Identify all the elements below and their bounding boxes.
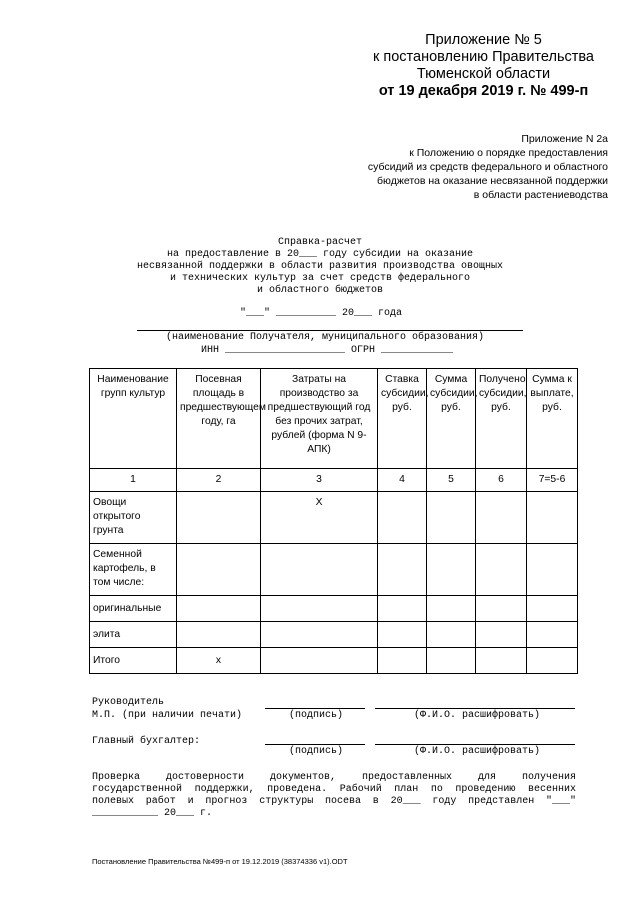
title-line3: несвязанной поддержки в области развития производства овощных	[136, 261, 504, 272]
appendix-header	[373, 32, 594, 100]
accountant-label: Главный бухгалтер:	[92, 736, 201, 747]
row-cell	[378, 492, 427, 544]
head-sign-caption: (подпись)	[289, 710, 344, 721]
document-title	[120, 237, 520, 297]
row-cell	[527, 492, 578, 544]
head-name-caption: (Ф.И.О. расшифровать)	[414, 710, 541, 721]
appendix-number: Приложение № 5	[425, 32, 542, 48]
table-row	[90, 544, 578, 596]
table-header-row	[90, 369, 578, 469]
sub-appendix-line4: бюджетов на оказание несвязанной поддержки	[377, 175, 608, 187]
row-label: Итого	[90, 648, 177, 674]
sub-appendix-number: Приложение N 2а	[521, 133, 608, 145]
row-area	[177, 622, 261, 648]
sub-appendix-line5: в области растениеводства	[473, 189, 608, 201]
header-crop-group: Наименование групп культур	[90, 369, 177, 469]
row-cell	[378, 648, 427, 674]
head-sign-line	[265, 708, 365, 709]
row-cell	[427, 648, 476, 674]
accountant-name-caption: (Ф.И.О. расшифровать)	[414, 746, 541, 757]
verification-line4: ___________ 20___ г.	[92, 808, 213, 819]
accountant-sign-caption: (подпись)	[289, 746, 344, 757]
table-row	[90, 596, 578, 622]
header-subsidy-sum: Сумма субсидии, руб.	[427, 369, 476, 469]
row-cell	[476, 596, 527, 622]
table-number-row	[90, 469, 578, 492]
row-area: x	[177, 648, 261, 674]
recipient-caption: (наименование Получателя, муниципального образования)	[166, 332, 485, 343]
row-cell	[476, 622, 527, 648]
date-line: "___" __________ 20___ года	[240, 308, 403, 319]
row-costs	[261, 544, 378, 596]
row-cell	[527, 596, 578, 622]
row-costs	[261, 596, 378, 622]
sub-appendix-line3: субсидий из средств федерального и областного	[367, 161, 608, 173]
header-rate: Ставка субсидии, руб.	[378, 369, 427, 469]
row-cell	[476, 648, 527, 674]
recipient-name-line	[137, 330, 523, 331]
verification-line3: полевых работ и прогноз структуры посева в 20___ году представлен "___"	[92, 796, 576, 807]
row-costs: X	[261, 492, 378, 544]
title-line1: Справка-расчет	[277, 237, 362, 248]
head-name-line	[375, 708, 575, 709]
col-number: 5	[427, 469, 476, 492]
row-cell	[427, 596, 476, 622]
row-label: Овощи открытого грунта	[90, 492, 177, 544]
verification-text	[92, 772, 576, 820]
row-cell	[427, 622, 476, 648]
col-number: 3	[261, 469, 378, 492]
row-area	[177, 544, 261, 596]
table-row	[90, 622, 578, 648]
table-row	[90, 492, 578, 544]
row-costs	[261, 622, 378, 648]
header-received: Получено субсидии, руб.	[476, 369, 527, 469]
appendix-region: Тюменской области	[416, 66, 551, 82]
row-label: элита	[90, 622, 177, 648]
document-footer: Постановление Правительства №499-п от 19.12.2019 (38374336 v1).ODT	[92, 857, 348, 866]
header-to-pay: Сумма к выплате, руб.	[527, 369, 578, 469]
title-line2: на предоставление в 20___ году субсидии на оказание	[166, 249, 474, 260]
row-cell	[378, 622, 427, 648]
row-area	[177, 492, 261, 544]
row-cell	[427, 492, 476, 544]
sub-appendix	[348, 132, 608, 202]
inn-ogrn-line: ИНН ____________________ ОГРН ____________	[201, 345, 454, 356]
row-cell	[476, 544, 527, 596]
row-label: оригинальные	[90, 596, 177, 622]
col-number: 7=5-6	[527, 469, 578, 492]
row-cell	[378, 596, 427, 622]
header-area: Посевная площадь в предшествующем году, га	[177, 369, 261, 469]
verification-line2: государственной поддержки, проведена. Рабочий план по проведению весенних	[92, 784, 576, 795]
row-cell	[527, 648, 578, 674]
appendix-date: от 19 декабря 2019 г. № 499-п	[378, 83, 589, 99]
head-label: Руководитель	[92, 697, 165, 708]
row-area	[177, 596, 261, 622]
table-row	[90, 648, 578, 674]
title-line5: и областного бюджетов	[256, 285, 384, 296]
col-number: 1	[90, 469, 177, 492]
accountant-name-line	[375, 744, 575, 745]
row-costs	[261, 648, 378, 674]
col-number: 4	[378, 469, 427, 492]
row-cell	[427, 544, 476, 596]
sub-appendix-line2: к Положению о порядке предоставления	[409, 147, 608, 159]
row-label: Семенной картофель, в том числе:	[90, 544, 177, 596]
header-costs: Затраты на производство за предшествующий год без прочих затрат, рублей (форма N 9-АПК)	[261, 369, 378, 469]
row-cell	[527, 622, 578, 648]
accountant-sign-line	[265, 744, 365, 745]
col-number: 2	[177, 469, 261, 492]
appendix-ref: к постановлению Правительства	[373, 49, 594, 65]
row-cell	[527, 544, 578, 596]
row-cell	[476, 492, 527, 544]
title-line4: и технических культур за счет средств федерального	[169, 273, 471, 284]
row-cell	[378, 544, 427, 596]
mp-label: М.П. (при наличии печати)	[92, 710, 243, 721]
verification-line1: Проверка достоверности документов, предоставленных для получения	[92, 772, 576, 783]
col-number: 6	[476, 469, 527, 492]
calculation-table	[89, 368, 578, 674]
